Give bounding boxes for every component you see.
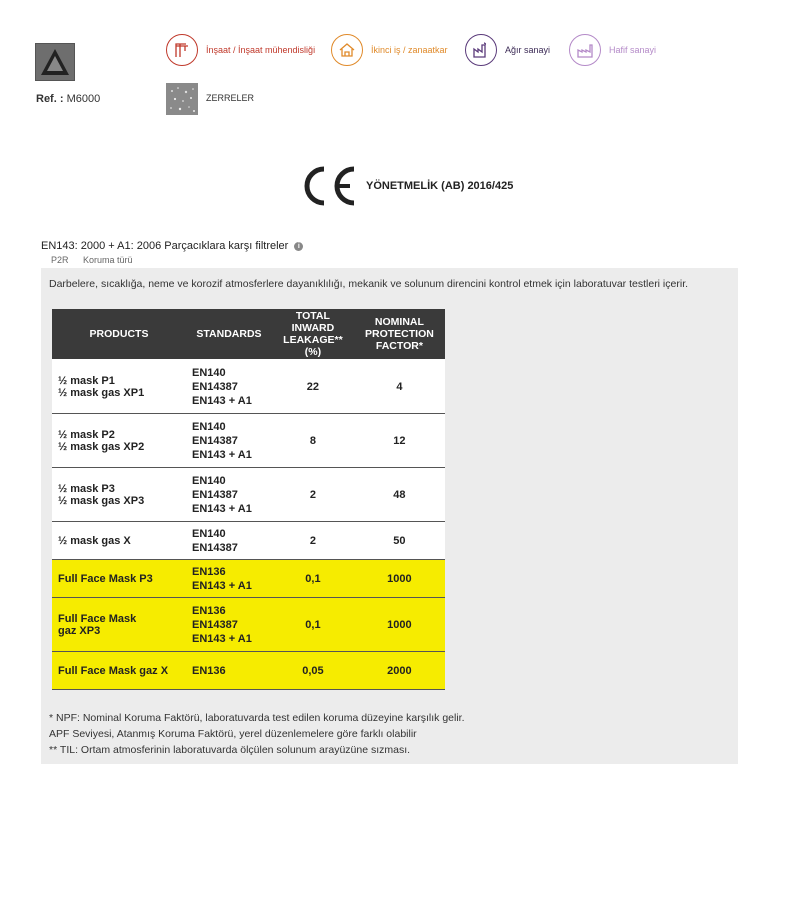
factor-cell: 12 bbox=[354, 414, 445, 468]
table-row bbox=[52, 360, 445, 414]
factor-cell: 4 bbox=[354, 360, 445, 414]
table-row bbox=[52, 652, 445, 690]
table-row bbox=[52, 414, 445, 468]
table-row bbox=[52, 560, 445, 598]
info-icon[interactable]: i bbox=[294, 242, 303, 251]
particles-icon bbox=[166, 83, 198, 115]
footnote: APF Seviyesi, Atanmış Koruma Faktörü, yerel düzenlemelere göre farklı olabilir bbox=[49, 728, 417, 740]
header-standards: STANDARDS bbox=[186, 309, 272, 360]
leakage-cell: 22 bbox=[272, 360, 354, 414]
product-cell: Full Face Mask gaz X bbox=[52, 652, 186, 690]
standards-cell: EN136 EN143 + A1 bbox=[186, 560, 272, 598]
standard-subtitle bbox=[51, 255, 145, 265]
table-row bbox=[52, 522, 445, 560]
house-icon bbox=[331, 34, 363, 66]
brand-logo bbox=[35, 43, 75, 81]
standard-description: Darbelere, sıcaklığa, neme ve korozif atmosferlere dayanıklılığı, mekanik ve solunum direncini kontrol etmek için laboratuvar testleri içerir. bbox=[49, 278, 689, 290]
factory-light-icon bbox=[569, 34, 601, 66]
leakage-cell: 0,1 bbox=[272, 560, 354, 598]
factor-cell: 50 bbox=[354, 522, 445, 560]
standards-cell: EN140 EN14387 bbox=[186, 522, 272, 560]
sector-label: Ağır sanayi bbox=[505, 45, 551, 55]
crane-icon bbox=[166, 34, 198, 66]
sector-craftsman bbox=[331, 34, 448, 66]
sector-construction bbox=[166, 34, 315, 66]
protection-table bbox=[52, 309, 445, 690]
sector-label: İnşaat / İnşaat mühendisliği bbox=[206, 45, 316, 55]
product-cell: ½ mask P3 ½ mask gas XP3 bbox=[52, 468, 186, 522]
leakage-cell: 2 bbox=[272, 468, 354, 522]
standard-detail-panel bbox=[41, 268, 738, 764]
ref-value: M6000 bbox=[66, 93, 101, 105]
leakage-cell: 2 bbox=[272, 522, 354, 560]
product-cell: Full Face Mask P3 bbox=[52, 560, 186, 598]
header-protection-factor: NOMINAL PROTECTION FACTOR* bbox=[354, 309, 445, 360]
ref-label: Ref. : bbox=[36, 93, 64, 105]
hazard-label: ZERRELER bbox=[206, 93, 255, 103]
sector-light-industry bbox=[569, 34, 656, 66]
footnote: ** TIL: Ortam atmosferinin laboratuvarda ölçülen solunum arayüzüne sızması. bbox=[49, 744, 411, 756]
standards-cell: EN140 EN14387 EN143 + A1 bbox=[186, 414, 272, 468]
header-products: PRODUCTS bbox=[52, 309, 186, 360]
factor-cell: 48 bbox=[354, 468, 445, 522]
regulation-text: YÖNETMELİK (AB) 2016/425 bbox=[366, 180, 514, 192]
protection-code: P2R bbox=[51, 255, 69, 265]
sector-label: İkinci iş / zanaatkar bbox=[371, 45, 448, 55]
product-cell: ½ mask P1 ½ mask gas XP1 bbox=[52, 360, 186, 414]
footnotes bbox=[49, 710, 465, 758]
protection-type-label: Koruma türü bbox=[83, 255, 133, 265]
standards-cell: EN136 EN14387 EN143 + A1 bbox=[186, 598, 272, 652]
table-row bbox=[52, 598, 445, 652]
product-cell: Full Face Mask gaz XP3 bbox=[52, 598, 186, 652]
leakage-cell: 0,05 bbox=[272, 652, 354, 690]
factory-heavy-icon bbox=[465, 34, 497, 66]
sector-label: Hafif sanayi bbox=[609, 45, 657, 55]
brand-triangle-logo-icon bbox=[36, 44, 74, 80]
factor-cell: 2000 bbox=[354, 652, 445, 690]
factor-cell: 1000 bbox=[354, 598, 445, 652]
leakage-cell: 8 bbox=[272, 414, 354, 468]
reference bbox=[36, 93, 100, 105]
ce-mark-icon bbox=[298, 165, 358, 212]
table-header-row bbox=[52, 309, 445, 360]
table-row bbox=[52, 468, 445, 522]
leakage-cell: 0,1 bbox=[272, 598, 354, 652]
product-cell: ½ mask P2 ½ mask gas XP2 bbox=[52, 414, 186, 468]
standards-cell: EN136 bbox=[186, 652, 272, 690]
header-leakage: TOTAL INWARD LEAKAGE** (%) bbox=[272, 309, 354, 360]
standard-title bbox=[41, 240, 303, 252]
sector-heavy-industry bbox=[465, 34, 550, 66]
product-cell: ½ mask gas X bbox=[52, 522, 186, 560]
footnote: * NPF: Nominal Koruma Faktörü, laboratuvarda test edilen koruma düzeyine karşılık gelir. bbox=[49, 712, 465, 724]
factor-cell: 1000 bbox=[354, 560, 445, 598]
standards-cell: EN140 EN14387 EN143 + A1 bbox=[186, 360, 272, 414]
standard-title-text: EN143: 2000 + A1: 2006 Parçacıklara karşı filtreler bbox=[41, 240, 289, 252]
standards-cell: EN140 EN14387 EN143 + A1 bbox=[186, 468, 272, 522]
